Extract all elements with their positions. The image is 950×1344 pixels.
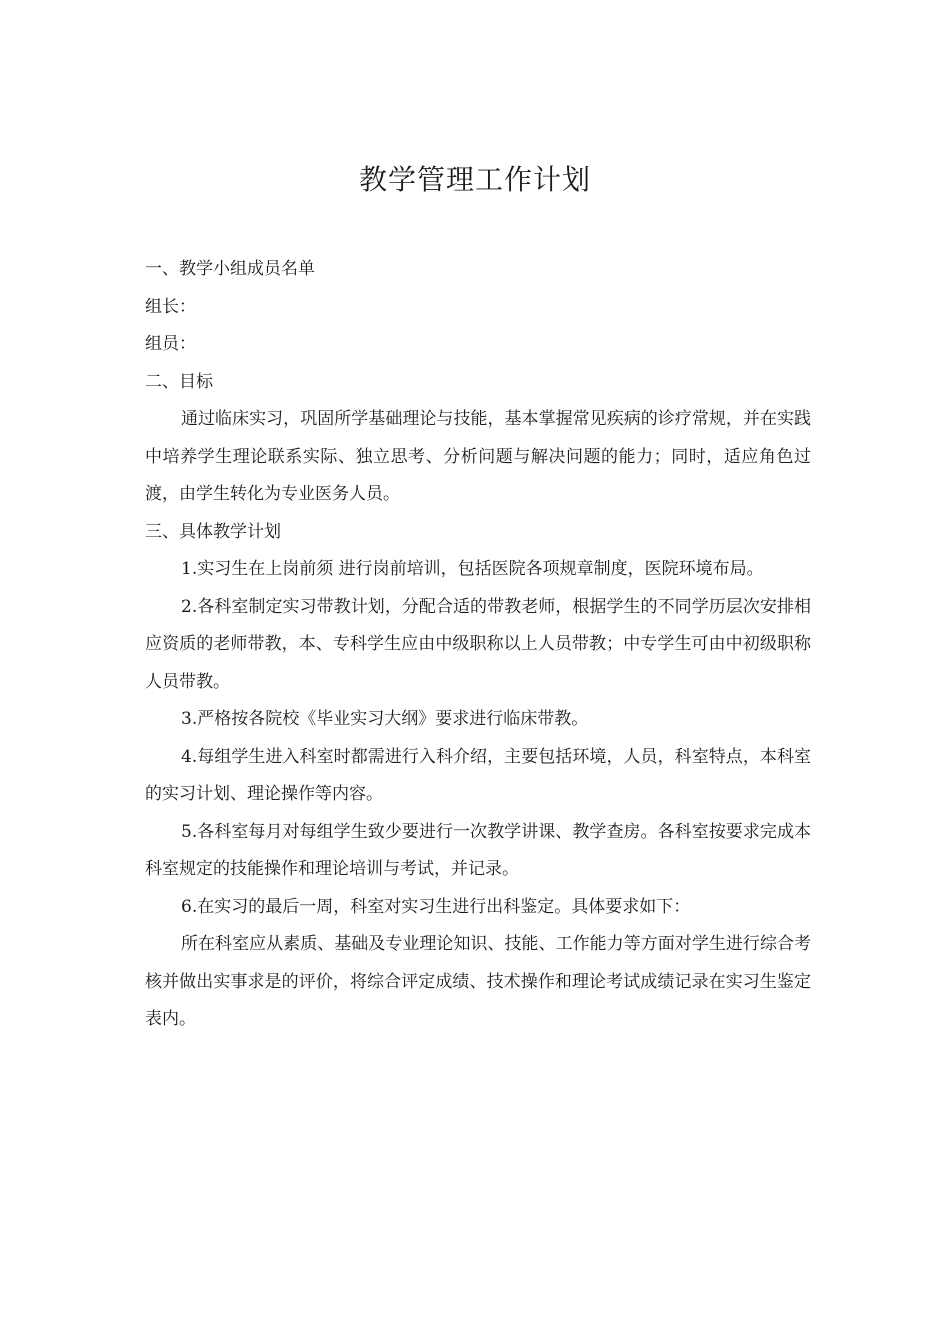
plan-item: 2.各科室制定实习带教计划，分配合适的带教老师，根据学生的不同学历层次安排相应资质的老师带教，本、专科学生应由中级职称以上人员带教；中专学生可由中初级职称人员带教。 — [145, 596, 811, 692]
document-body — [145, 251, 811, 1039]
leader-label: 组长： — [145, 296, 196, 317]
plan-item: 4.每组学生进入科室时都需进行入科介绍，主要包括环境，人员，科室特点，本科室的实习计划、理论操作等内容。 — [145, 746, 811, 804]
plan-item: 1.实习生在上岗前须 进行岗前培训，包括医院各项规章制度，医院环境布局。 — [181, 559, 764, 579]
document-title: 教学管理工作计划 — [358, 163, 591, 196]
closing-paragraph: 所在科室应从素质、基础及专业理论知识、技能、工作能力等方面对学生进行综合考核并做出实事求是的评价，将综合评定成绩、技术操作和理论考试成绩记录在实习生鉴定表内。 — [145, 934, 811, 1029]
plan-item: 3.严格按各院校《毕业实习大纲》要求进行临床带教。 — [181, 709, 589, 729]
plan-item: 6.在实习的最后一周，科室对实习生进行出科鉴定。具体要求如下： — [181, 896, 691, 917]
section-heading-goals: 二、目标 — [145, 371, 213, 392]
plan-item: 5.各科室每月对每组学生致少要进行一次教学讲课、教学查房。各科室按要求完成本科室规定的技能操作和理论培训与考试，并记录。 — [145, 821, 811, 879]
member-label: 组员： — [145, 334, 196, 354]
goals-paragraph: 通过临床实习，巩固所学基础理论与技能，基本掌握常见疾病的诊疗常规，并在实践中培养学生理论联系实际、独立思考、分析问题与解决问题的能力；同时，适应角色过渡，由学生转化为专业医务人员。 — [145, 409, 811, 504]
section-heading-members: 一、教学小组成员名单 — [145, 259, 315, 279]
section-heading-plan: 三、具体教学计划 — [145, 521, 281, 542]
